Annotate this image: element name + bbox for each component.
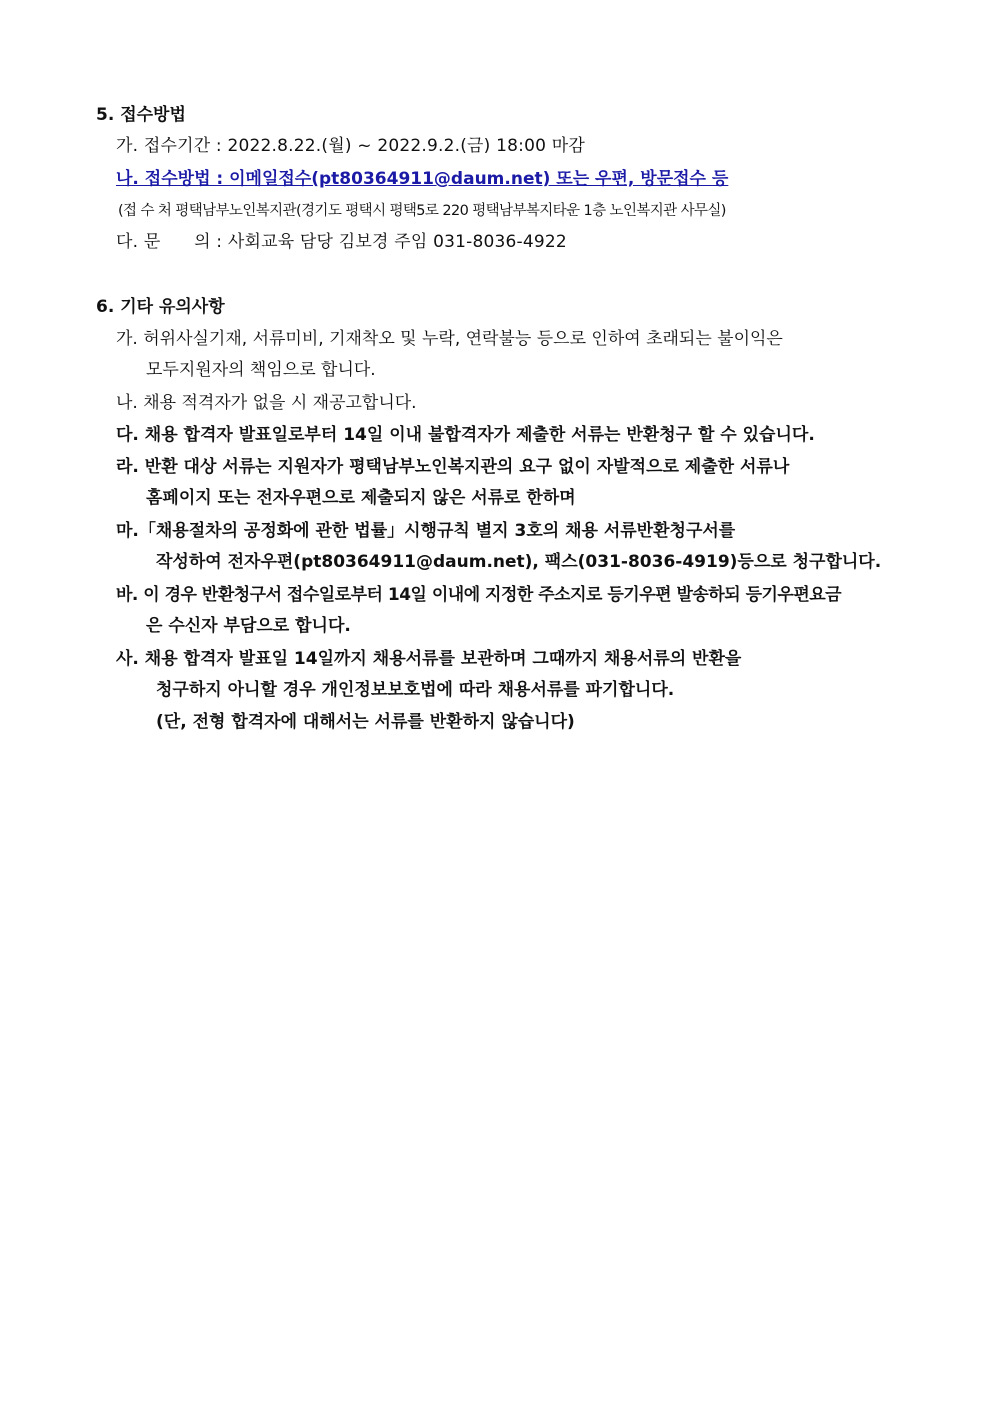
note-sa-line-3: (단, 전형 합격자에 대해서는 서류를 반환하지 않습니다): [156, 712, 575, 732]
reception-address: (접 수 처 평택남부노인복지관(경기도 평택시 평택5로 220 평택남부복지타운 1층 노인복지관 사무실): [118, 203, 726, 219]
reception-period: 가. 접수기간 : 2022.8.22.(월) ~ 2022.9.2.(금) 18:00 마감: [116, 136, 585, 156]
note-ba-line-2: 은 수신자 부담으로 합니다.: [146, 616, 351, 636]
note-sa-line-1: 사. 채용 합격자 발표일 14일까지 채용서류를 보관하며 그때까지 채용서류의 반환을: [116, 649, 742, 669]
note-ra-line-2: 홈페이지 또는 전자우편으로 제출되지 않은 서류로 한하며: [146, 488, 576, 508]
note-sa-line-2: 청구하지 아니할 경우 개인정보보호법에 따라 채용서류를 파기합니다.: [156, 680, 675, 700]
note-da: 다. 채용 합격자 발표일로부터 14일 이내 불합격자가 제출한 서류는 반환청구 할 수 있습니다.: [116, 425, 815, 445]
note-na: 나. 채용 적격자가 없을 시 재공고합니다.: [116, 393, 417, 413]
note-ga-line-1: 가. 허위사실기재, 서류미비, 기재착오 및 누락, 연락불능 등으로 인하여 초래되는 불이익은: [116, 329, 783, 349]
note-ba-line-1: 바. 이 경우 반환청구서 접수일로부터 14일 이내에 지정한 주소지로 등기우편 발송하되 등기우편요금: [116, 585, 842, 605]
reception-method[interactable]: 나. 접수방법 : 이메일접수(pt80364911@daum.net) 또는 우편, 방문접수 등: [116, 169, 729, 189]
inquiry-contact: 다. 문 의 : 사회교육 담당 김보경 주임 031-8036-4922: [116, 232, 567, 252]
note-ga-line-2: 모두지원자의 책임으로 합니다.: [146, 360, 376, 380]
note-ma-line-1: 마.「채용절차의 공정화에 관한 법률」시행규칙 별지 3호의 채용 서류반환청구서를: [116, 521, 736, 541]
section-6-heading: 6. 기타 유의사항: [96, 297, 225, 317]
note-ra-line-1: 라. 반환 대상 서류는 지원자가 평택남부노인복지관의 요구 없이 자발적으로 제출한 서류나: [116, 457, 790, 477]
section-5-heading: 5. 접수방법: [96, 105, 186, 125]
note-ma-line-2: 작성하여 전자우편(pt80364911@daum.net), 팩스(031-8036-4919)등으로 청구합니다.: [156, 552, 882, 572]
